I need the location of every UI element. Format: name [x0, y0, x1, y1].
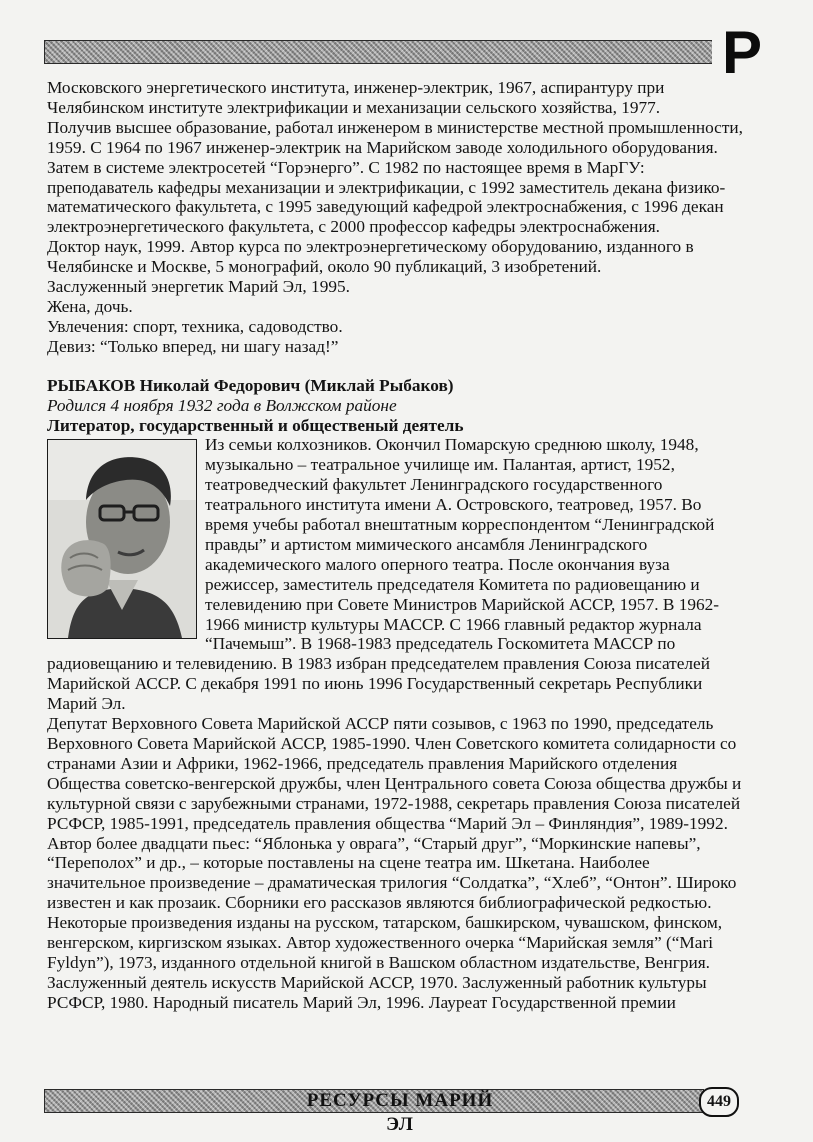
page-number: 449 [699, 1087, 739, 1117]
paragraph: Жена, дочь. [47, 296, 133, 316]
paragraph: Из семьи колхозников. Окончил Помарскую среднюю школу, 1948, музыкально – театральное училище им. Палантая, артист, 1952, театроведческий факультет Ленинградского государственного театрального института имени А. Островского, театровед, 1957. Во время учебы работал внештатным корреспондентом “Ленинградской правды” и артистом мимического ансамбля Ленинградского академического малого оперного театра. После окончания вуза режиссер, заместитель председателя Комитета по радиовещанию и телевидению при Совете Министров Марийской АССР, 1957. В 1962-1966 министр культуры МАССР. С 1966 главный редактор журнала “Пачемыш”. В 1968-1983 председатель Госкомитета МАССР по радиовещанию и телевидению. В 1983 избран председателем правления Союза писателей Марийской АССР. С декабря 1991 по июнь 1996 Государственный секретарь Республики Марий Эл. [47, 435, 720, 714]
section-letter: Р [712, 22, 772, 84]
portrait-photo-drawing [48, 440, 196, 638]
page-content [47, 78, 747, 1013]
entry-birth: Родился 4 ноября 1932 года в Волжском районе [47, 395, 397, 415]
paragraph: Девиз: “Только вперед, ни шагу назад!” [47, 336, 339, 356]
paragraph: Депутат Верховного Совета Марийской АССР пяти созывов, с 1963 по 1990, председатель Верховного Совета Марийской АССР, 1985-1990. Член Советского комитета солидарности со странами Азии и Африки, 1962-1966, председатель правления Марийского отделения Общества советско-венгерской дружбы, член Центрального совета Союза общества дружбы и культурной связи с зарубежными странами, 1972-1988, секретарь правления Союза писателей РСФСР, 1985-1991, председатель правления общества “Марий Эл – Финляндия”, 1989-1992. [47, 714, 742, 833]
portrait-photo [47, 439, 197, 639]
paragraph: Автор более двадцати пьес: “Яблонька у оврага”, “Старый друг”, “Моркинские напевы”, “Переполох” и др., – которые поставлены на сцене театра им. Шкетана. Наиболее значительное произведение – драматическая трилогия “Солдатка”, “Хлеб”, “Онтон”. Широко известен и как прозаик. Сборники его рассказов являются библиографической редкостью. Некоторые произведения изданы на русском, татарском, башкирском, чувашском, финском, венгерском, киргизском языках. Автор художественного очерка “Марийская земля” (“Mari Fyldyn”), 1973, изданного отдельной книгой в Вашском областном издательстве, Венгрия. [47, 833, 737, 972]
entry-role: Литератор, государственный и общественый деятель [47, 415, 464, 435]
paragraph: Заслуженный деятель искусств Марийской АССР, 1970. Заслуженный работник культуры РСФСР, 1980. Народный писатель Марий Эл, 1996. Лауреат Государственной премии [47, 972, 707, 1012]
paragraph: Получив высшее образование, работал инженером в министерстве местной промышленности, 1959. С 1964 по 1967 инженер-электрик на Марийском заводе холодильного оборудования. Затем в системе электросетей “Горэнерго”. С 1982 по настоящее время в МарГУ: преподаватель кафедры механизации и электрификации, с 1992 заместитель декана физико-математического факультета, с 1995 заведующий кафедрой электроснабжения, с 1996 декан электроэнергетического факультета, с 2000 профессор кафедры электроснабжения. [47, 117, 743, 237]
footer-title: РЕСУРСЫ МАРИЙ ЭЛ [306, 1090, 494, 1135]
paragraph: Московского энергетического института, инженер-электрик, 1967, аспирантуру при Челябинском институте электрификации и механизации сельского хозяйства, 1977. [47, 78, 665, 117]
paragraph: Заслуженный энергетик Марий Эл, 1995. [47, 277, 350, 297]
spacer [47, 357, 747, 376]
header-band [44, 40, 714, 64]
paragraph: Увлечения: спорт, техника, садоводство. [47, 316, 343, 336]
paragraph: Доктор наук, 1999. Автор курса по электроэнергетическому оборудованию, изданного в Челябинске и Москве, 5 монографий, около 90 публикаций, 3 изобретений. [47, 237, 694, 277]
entry-name: РЫБАКОВ Николай Федорович (Миклай Рыбаков) [47, 375, 454, 395]
